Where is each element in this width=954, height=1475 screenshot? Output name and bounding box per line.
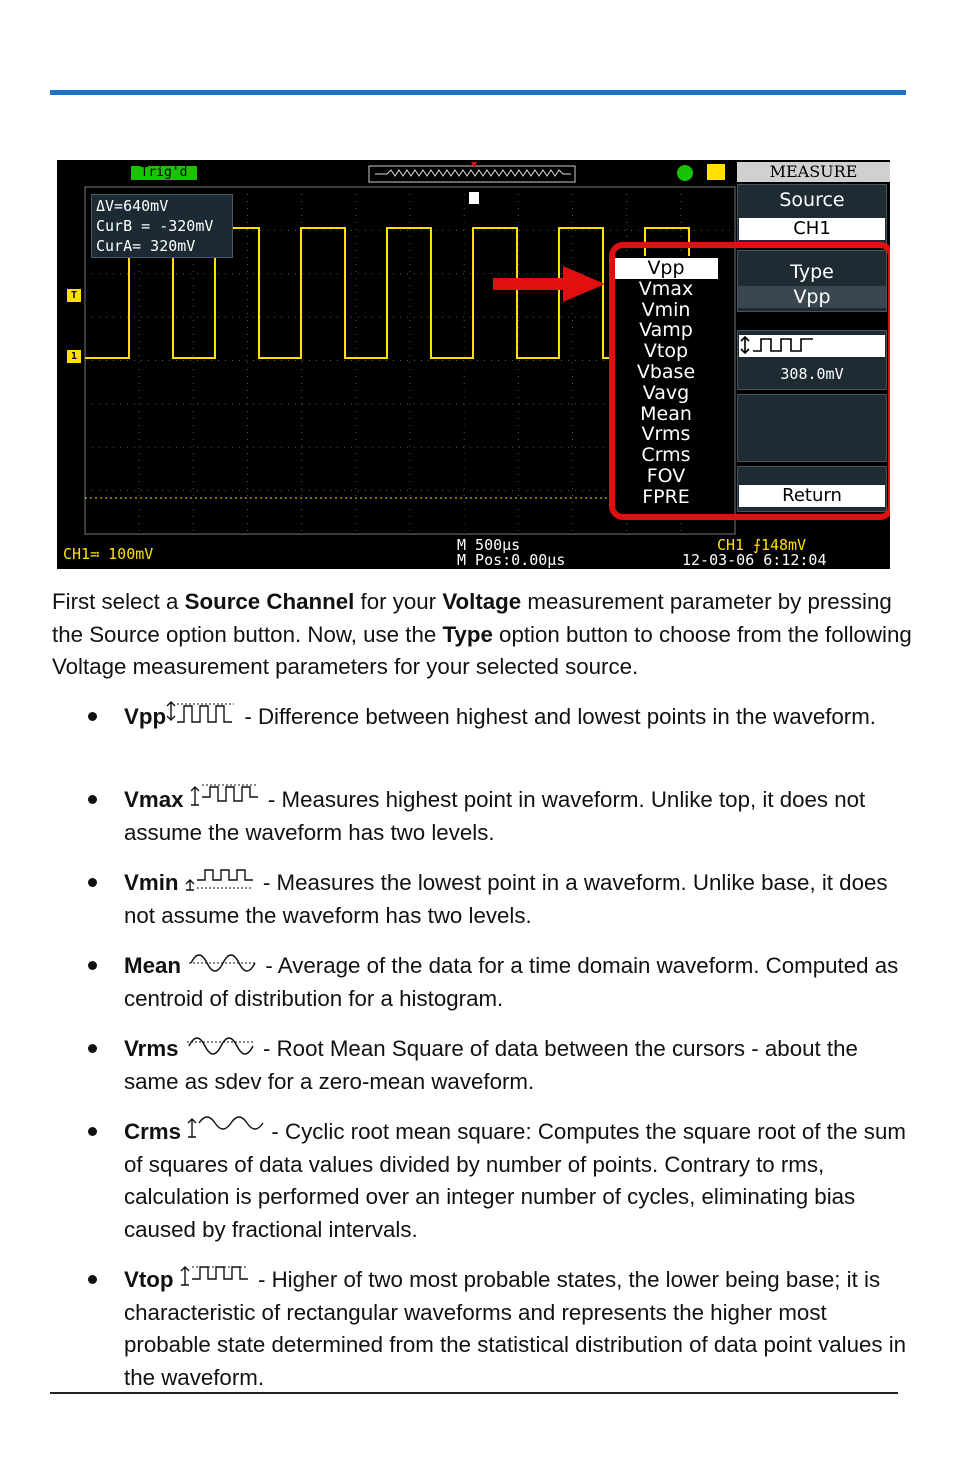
vpp-waveform-icon xyxy=(166,700,238,726)
term-label: Vtop xyxy=(124,1267,174,1292)
type-option-vbase[interactable]: Vbase xyxy=(636,361,696,383)
type-option-vtop[interactable]: Vtop xyxy=(643,340,689,363)
bullet-dot xyxy=(88,1127,97,1136)
type-option-vpp[interactable]: Vpp xyxy=(614,258,718,279)
measured-value: 308.0mV xyxy=(780,365,844,383)
term-label: Crms xyxy=(124,1119,182,1144)
measure-menu-title: MEASURE xyxy=(737,162,890,182)
crms-waveform-icon xyxy=(187,1115,265,1141)
intro-text: option button to choose from the following Voltage measurement parameters for your selected source. xyxy=(52,621,912,679)
term-label: Vmin xyxy=(124,870,179,895)
type-option-fpre[interactable]: FPRE xyxy=(642,485,690,508)
bullet-dot xyxy=(88,1044,97,1053)
delta-voltage-readout: ΔV=640mV xyxy=(96,197,169,215)
intro-text: measurement parameter by pressing the Source option button. Now, use the xyxy=(52,589,892,647)
term-description: - Root Mean Square of data between the cursors - about the same as sdev for a zero-mean waveform. xyxy=(124,1036,858,1094)
time-position: M Pos:0.00μs xyxy=(457,551,566,569)
channel-1-marker: 1 xyxy=(67,350,81,363)
timebase: M 500μs xyxy=(457,536,521,554)
type-option-vavg[interactable]: Vavg xyxy=(642,381,690,404)
vmax-waveform-icon xyxy=(190,783,262,809)
type-option-vamp[interactable]: Vamp xyxy=(639,319,693,342)
type-label: Type xyxy=(790,261,834,283)
header-rule xyxy=(50,90,906,95)
vmin-waveform-icon xyxy=(185,866,257,892)
source-value: CH1 xyxy=(739,218,885,240)
intro-text: for your xyxy=(354,589,443,614)
type-option-crms[interactable]: Crms xyxy=(641,444,691,467)
bullet-dot xyxy=(88,795,97,804)
type-option-vmax[interactable]: Vmax xyxy=(638,277,694,300)
cursor-readout-box xyxy=(91,194,233,258)
term-description: - Measures highest point in waveform. Unlike top, it does not assume the waveform has two levels. xyxy=(124,787,866,845)
scope-status-bar xyxy=(57,536,890,569)
term-description: - Difference between highest and lowest points in the waveform. xyxy=(238,704,877,729)
ch1-scale: CH1≕ 100mV xyxy=(63,545,154,563)
term-label: Vmax xyxy=(124,787,184,812)
vrms-waveform-icon xyxy=(185,1032,257,1058)
bullet-dot xyxy=(88,878,97,887)
term-description: - Higher of two most probable states, the lower being base; it is characteristic of rectangular waveforms and represents the higher most probable state determined from the statistical distribution of data point values in the waveform. xyxy=(124,1267,907,1390)
bullet-dot xyxy=(88,1275,97,1284)
term-description: - Measures the lowest point in a waveform. Unlike base, it does not assume the waveform has two levels. xyxy=(124,870,888,928)
type-option-mean[interactable]: Mean xyxy=(640,402,692,425)
oscilloscope-screenshot xyxy=(57,160,890,569)
term-label: Vpp xyxy=(124,704,167,729)
cursor-a-readout: CurA= 320mV xyxy=(96,237,196,255)
term-description: - Cyclic root mean square: Computes the square root of the sum of squares of data values divided by number of points. Contrary to rms, calculation is performed over an integer number of cycles, eliminating bias caused by fractional intervals. xyxy=(124,1119,906,1242)
mean-waveform-icon xyxy=(187,949,259,975)
term-label: Vrms xyxy=(124,1036,179,1061)
intro-bold-voltage: Voltage xyxy=(442,589,522,614)
cursor-b-readout: CurB = -320mV xyxy=(96,217,214,235)
intro-bold-source-channel: Source Channel xyxy=(184,589,355,614)
intro-text: First select a xyxy=(52,589,185,614)
trigger-level-marker: T xyxy=(67,289,81,302)
vtop-waveform-icon xyxy=(180,1263,252,1289)
type-value: Vpp xyxy=(738,286,886,308)
term-label: Mean xyxy=(124,953,181,978)
bullet-dot xyxy=(88,961,97,970)
source-option-button[interactable] xyxy=(737,184,887,244)
source-label: Source xyxy=(779,189,845,211)
type-option-vrms[interactable]: Vrms xyxy=(641,423,691,446)
type-option-fov[interactable]: FOV xyxy=(646,465,686,487)
intro-paragraph xyxy=(52,586,912,684)
return-label: Return xyxy=(739,485,885,507)
trigger-status-badge: Trig'd xyxy=(131,166,197,180)
intro-bold-type: Type xyxy=(442,621,493,647)
highlight-frame xyxy=(609,242,890,520)
bullet-dot xyxy=(88,712,97,721)
type-option-vmin[interactable]: Vmin xyxy=(641,298,691,321)
footer-rule xyxy=(50,1392,898,1394)
trigger-info: CH1 ⨍148mV xyxy=(717,536,807,554)
term-description: - Average of the data for a time domain waveform. Computed as centroid of distribution for a histogram. xyxy=(124,953,899,1011)
date-time: 12-03-06 6:12:04 xyxy=(682,551,827,569)
